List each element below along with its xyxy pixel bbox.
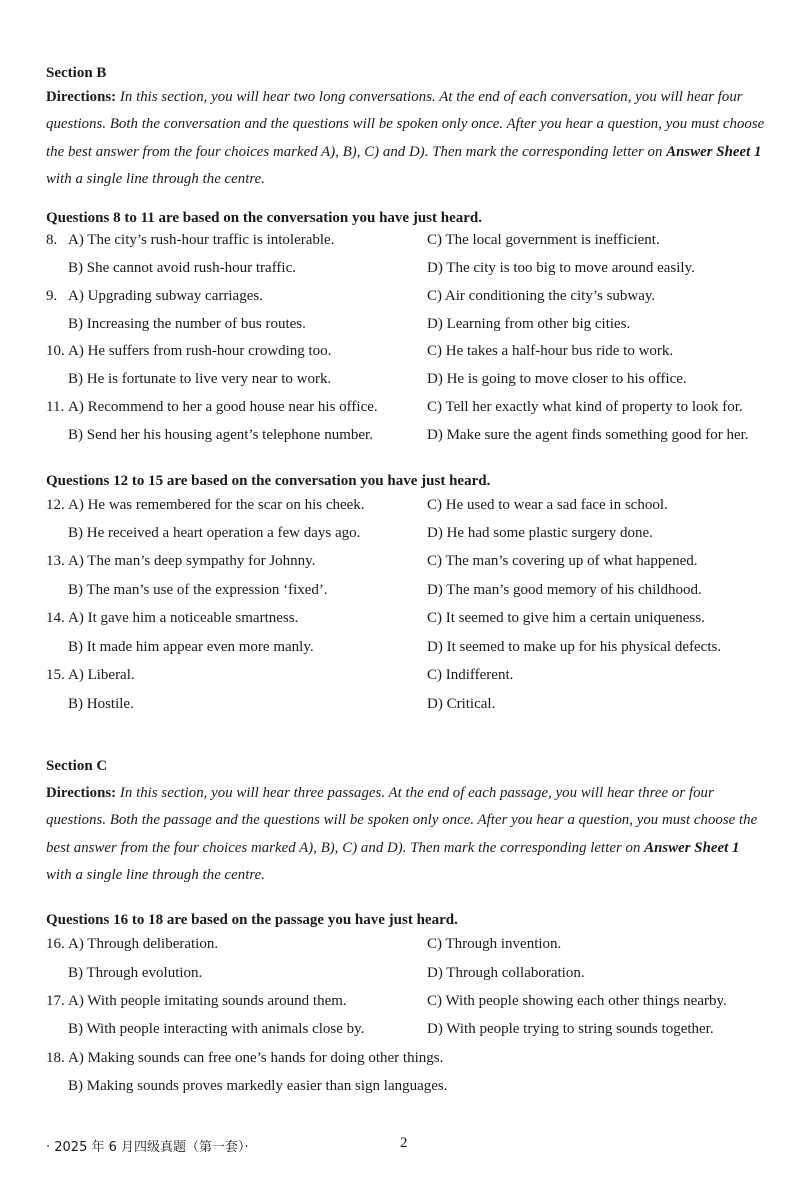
question-number: 8. bbox=[46, 232, 58, 248]
question-number: 16. bbox=[46, 936, 65, 952]
question-group-heading: Questions 16 to 18 are based on the passage you have just heard. bbox=[46, 912, 458, 928]
section-c-title: Section C bbox=[46, 758, 108, 774]
question-number: 11. bbox=[46, 399, 65, 415]
option-b: B) He is fortunate to live very near to work. bbox=[68, 371, 332, 387]
section-c-directions bbox=[46, 780, 766, 890]
question-number: 13. bbox=[46, 553, 65, 569]
section-b-directions bbox=[46, 84, 766, 194]
page-number: 2 bbox=[400, 1135, 408, 1151]
option-a: A) The city’s rush-hour traffic is intolerable. bbox=[68, 232, 335, 248]
question-group-heading: Questions 12 to 15 are based on the conversation you have just heard. bbox=[46, 473, 491, 489]
directions-label: Directions: bbox=[46, 785, 117, 801]
option-a: A) Recommend to her a good house near his office. bbox=[68, 399, 378, 415]
option-a: A) Through deliberation. bbox=[68, 936, 219, 952]
option-b: B) He received a heart operation a few days ago. bbox=[68, 525, 361, 541]
option-c: C) Air conditioning the city’s subway. bbox=[427, 288, 656, 304]
option-a: A) Making sounds can free one’s hands for doing other things. bbox=[68, 1050, 444, 1066]
question-group-heading: Questions 8 to 11 are based on the conversation you have just heard. bbox=[46, 210, 482, 226]
option-a: A) Upgrading subway carriages. bbox=[68, 288, 263, 304]
option-c: C) The man’s covering up of what happened. bbox=[427, 553, 698, 569]
directions-text: In this section, you will hear three passages. At the end of each passage, you will hear three or four questions. Both the passage and the questions will be spoken only once. After you hear a question, you must choose the best answer from the four choices marked A), B), C) and D). Then mark the corresponding letter on bbox=[46, 785, 758, 856]
option-d: D) With people trying to string sounds together. bbox=[427, 1021, 714, 1037]
option-a: A) Liberal. bbox=[68, 667, 135, 683]
option-c: C) Indifferent. bbox=[427, 667, 514, 683]
option-c: C) With people showing each other things nearby. bbox=[427, 993, 727, 1009]
directions-text: In this section, you will hear two long conversations. At the end of each conversation, you will hear four questions. Both the conversation and the questions will be spoken only once. After you hear a question, you must choose the best answer from the four choices marked A), B), C) and D). Then mark the corresponding letter on bbox=[46, 89, 765, 160]
option-c: C) Tell her exactly what kind of property to look for. bbox=[427, 399, 743, 415]
directions-text-end: with a single line through the centre. bbox=[46, 171, 266, 188]
option-b: B) With people interacting with animals close by. bbox=[68, 1021, 365, 1037]
option-b: B) It made him appear even more manly. bbox=[68, 639, 314, 655]
option-b: B) Through evolution. bbox=[68, 965, 203, 981]
answer-sheet-ref: Answer Sheet 1 bbox=[644, 839, 740, 856]
option-b: B) Making sounds proves markedly easier than sign languages. bbox=[68, 1078, 448, 1094]
option-c: C) Through invention. bbox=[427, 936, 562, 952]
question-number: 17. bbox=[46, 993, 65, 1009]
option-c: C) He takes a half-hour bus ride to work. bbox=[427, 343, 674, 359]
option-c: C) The local government is inefficient. bbox=[427, 232, 660, 248]
option-d: D) Learning from other big cities. bbox=[427, 316, 631, 332]
question-number: 15. bbox=[46, 667, 65, 683]
option-c: C) He used to wear a sad face in school. bbox=[427, 497, 668, 513]
question-number: 18. bbox=[46, 1050, 65, 1066]
option-a: A) It gave him a noticeable smartness. bbox=[68, 610, 299, 626]
option-a: A) With people imitating sounds around them. bbox=[68, 993, 347, 1009]
option-d: D) The city is too big to move around easily. bbox=[427, 260, 695, 276]
option-b: B) The man’s use of the expression ‘fixed’. bbox=[68, 582, 328, 598]
question-number: 12. bbox=[46, 497, 65, 513]
option-d: D) Make sure the agent finds something good for her. bbox=[427, 427, 749, 443]
option-b: B) Increasing the number of bus routes. bbox=[68, 316, 306, 332]
option-d: D) The man’s good memory of his childhood. bbox=[427, 582, 702, 598]
option-a: A) The man’s deep sympathy for Johnny. bbox=[68, 553, 316, 569]
exam-footer-label: · 2025 年 6 月四级真题（第一套）· bbox=[46, 1140, 249, 1155]
question-number: 14. bbox=[46, 610, 65, 626]
option-d: D) Critical. bbox=[427, 696, 496, 712]
option-c: C) It seemed to give him a certain uniqueness. bbox=[427, 610, 705, 626]
option-d: D) He is going to move closer to his office. bbox=[427, 371, 687, 387]
option-a: A) He was remembered for the scar on his cheek. bbox=[68, 497, 365, 513]
option-b: B) Send her his housing agent’s telephone number. bbox=[68, 427, 373, 443]
option-d: D) It seemed to make up for his physical defects. bbox=[427, 639, 722, 655]
directions-text-end: with a single line through the centre. bbox=[46, 867, 266, 884]
section-b-title: Section B bbox=[46, 65, 107, 81]
option-d: D) Through collaboration. bbox=[427, 965, 585, 981]
question-number: 9. bbox=[46, 288, 58, 304]
option-a: A) He suffers from rush-hour crowding too. bbox=[68, 343, 332, 359]
directions-label: Directions: bbox=[46, 89, 117, 105]
answer-sheet-ref: Answer Sheet 1 bbox=[666, 143, 762, 160]
option-d: D) He had some plastic surgery done. bbox=[427, 525, 653, 541]
option-b: B) Hostile. bbox=[68, 696, 134, 712]
option-b: B) She cannot avoid rush-hour traffic. bbox=[68, 260, 296, 276]
question-number: 10. bbox=[46, 343, 65, 359]
